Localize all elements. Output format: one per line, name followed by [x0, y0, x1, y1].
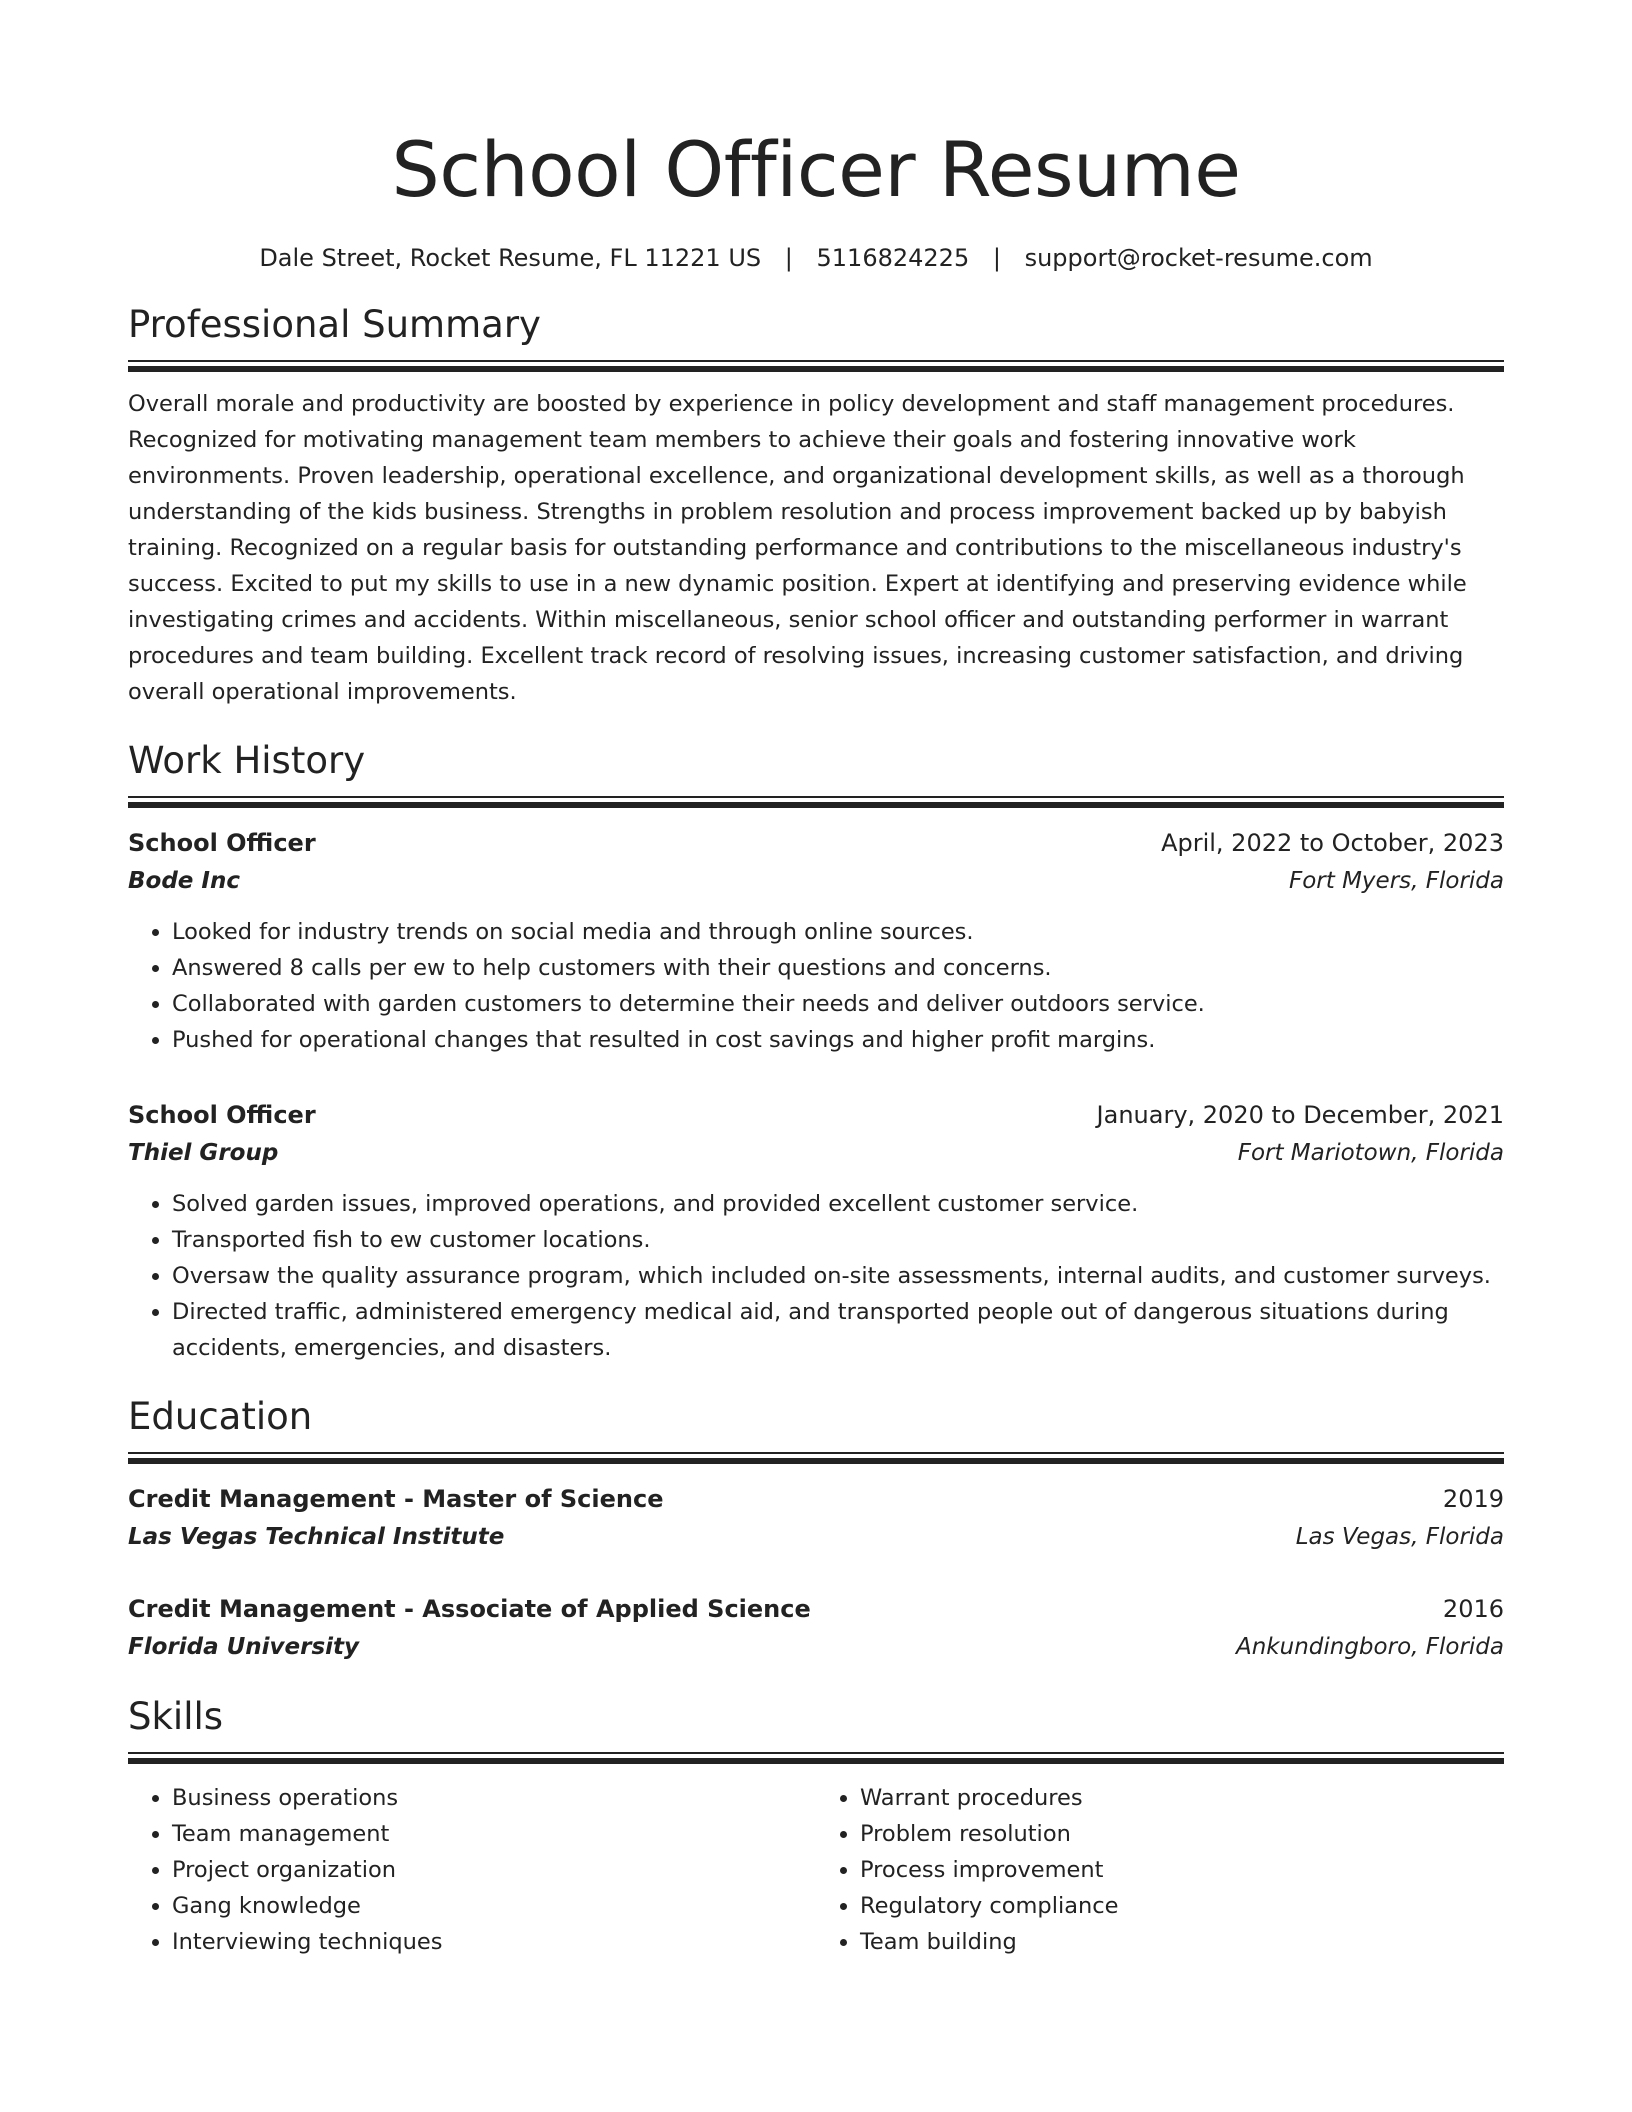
skill-item: • Team building [860, 1924, 1504, 1960]
contact-line [128, 242, 1504, 274]
education-school-row [128, 1518, 1504, 1556]
job-bullet-list [128, 1186, 1504, 1366]
job-entry [128, 1096, 1504, 1366]
job-company: Bode Inc [128, 868, 240, 894]
education-header-row [128, 1480, 1504, 1518]
job-location: Fort Mariotown, Florida [1237, 1140, 1504, 1166]
skill-item: • Project organization [172, 1852, 816, 1888]
education-degree: Credit Management - Master of Science [128, 1485, 664, 1513]
education-header-row [128, 1590, 1504, 1628]
skills-columns [128, 1780, 1504, 1960]
section-divider [128, 1452, 1504, 1464]
skills-section [128, 1694, 1504, 1960]
job-location: Fort Myers, Florida [1289, 868, 1504, 894]
education-school-row [128, 1628, 1504, 1666]
education-year: 2019 [1442, 1485, 1504, 1513]
skill-item: • Business operations [172, 1780, 816, 1816]
contact-address: Dale Street, Rocket Resume, FL 11221 US [259, 244, 762, 272]
skill-item: • Interviewing techniques [172, 1924, 816, 1960]
job-bullet: • Collaborated with garden customers to determine their needs and deliver outdoors service. [172, 986, 1504, 1022]
contact-email: support@rocket-resume.com [1024, 244, 1373, 272]
job-bullet: • Pushed for operational changes that resulted in cost savings and higher profit margins. [172, 1022, 1504, 1058]
job-bullet: • Looked for industry trends on social media and through online sources. [172, 914, 1504, 950]
job-company-row [128, 1134, 1504, 1172]
job-title: School Officer [128, 829, 316, 857]
job-bullet: • Answered 8 calls per ew to help customers with their questions and concerns. [172, 950, 1504, 986]
job-header-row [128, 1096, 1504, 1134]
section-heading-summary: Professional Summary [128, 303, 541, 346]
work-history-section [128, 738, 1504, 1366]
job-bullet: • Transported fish to ew customer locations. [172, 1222, 1504, 1258]
section-divider [128, 796, 1504, 808]
section-divider [128, 360, 1504, 372]
job-dates: January, 2020 to December, 2021 [1096, 1101, 1504, 1129]
section-heading-education: Education [128, 1395, 313, 1438]
education-entry [128, 1590, 1504, 1666]
job-bullet: • Solved garden issues, improved operations, and provided excellent customer service. [172, 1186, 1504, 1222]
contact-phone: 5116824225 [816, 244, 970, 272]
job-company: Thiel Group [128, 1140, 279, 1166]
education-school: Las Vegas Technical Institute [128, 1524, 505, 1550]
job-header-row [128, 824, 1504, 862]
education-entry [128, 1480, 1504, 1556]
skill-item: • Team management [172, 1816, 816, 1852]
job-bullet-list [128, 914, 1504, 1058]
education-section [128, 1394, 1504, 1666]
job-title: School Officer [128, 1101, 316, 1129]
job-dates: April, 2022 to October, 2023 [1161, 829, 1504, 857]
section-heading-skills: Skills [128, 1695, 224, 1738]
education-year: 2016 [1442, 1595, 1504, 1623]
skill-item: • Warrant procedures [860, 1780, 1504, 1816]
summary-text: Overall morale and productivity are boosted by experience in policy development and staff management procedures. Recognized for motivating management team members to achieve their goals and fostering innovative work environments. Proven leadership, operational excellence, and organizational development skills, as well as a thorough understanding of the kids business. Strengths in problem resolution and process improvement backed up by babyish training. Recognized on a regular basis for outstanding performance and contributions to the miscellaneous industry's success. Excited to put my skills to use in a new dynamic position. Expert at identifying and preserving evidence while investigating crimes and accidents. Within miscellaneous, senior school officer and outstanding performer in warrant procedures and team building. Excellent track record of resolving issues, increasing customer satisfaction, and driving overall operational improvements. [128, 391, 1467, 705]
skills-list-right [816, 1780, 1504, 1960]
skill-item: • Process improvement [860, 1852, 1504, 1888]
contact-separator: | [992, 244, 1001, 272]
summary-section [128, 302, 1504, 710]
education-school: Florida University [128, 1634, 360, 1660]
skill-item: • Regulatory compliance [860, 1888, 1504, 1924]
job-company-row [128, 862, 1504, 900]
job-entry [128, 824, 1504, 1058]
contact-separator: | [784, 244, 793, 272]
education-degree: Credit Management - Associate of Applied Science [128, 1595, 811, 1623]
resume-title: School Officer Resume [391, 125, 1241, 214]
education-location: Las Vegas, Florida [1295, 1524, 1504, 1550]
skill-item: • Problem resolution [860, 1816, 1504, 1852]
job-bullet: • Directed traffic, administered emergency medical aid, and transported people out of dangerous situations during accidents, emergencies, and disasters. [172, 1294, 1504, 1366]
skills-list-left [128, 1780, 816, 1960]
skill-item: • Gang knowledge [172, 1888, 816, 1924]
section-heading-work-history: Work History [128, 739, 366, 782]
section-divider [128, 1752, 1504, 1764]
education-location: Ankundingboro, Florida [1235, 1634, 1504, 1660]
job-bullet: • Oversaw the quality assurance program, which included on-site assessments, internal audits, and customer surveys. [172, 1258, 1504, 1294]
